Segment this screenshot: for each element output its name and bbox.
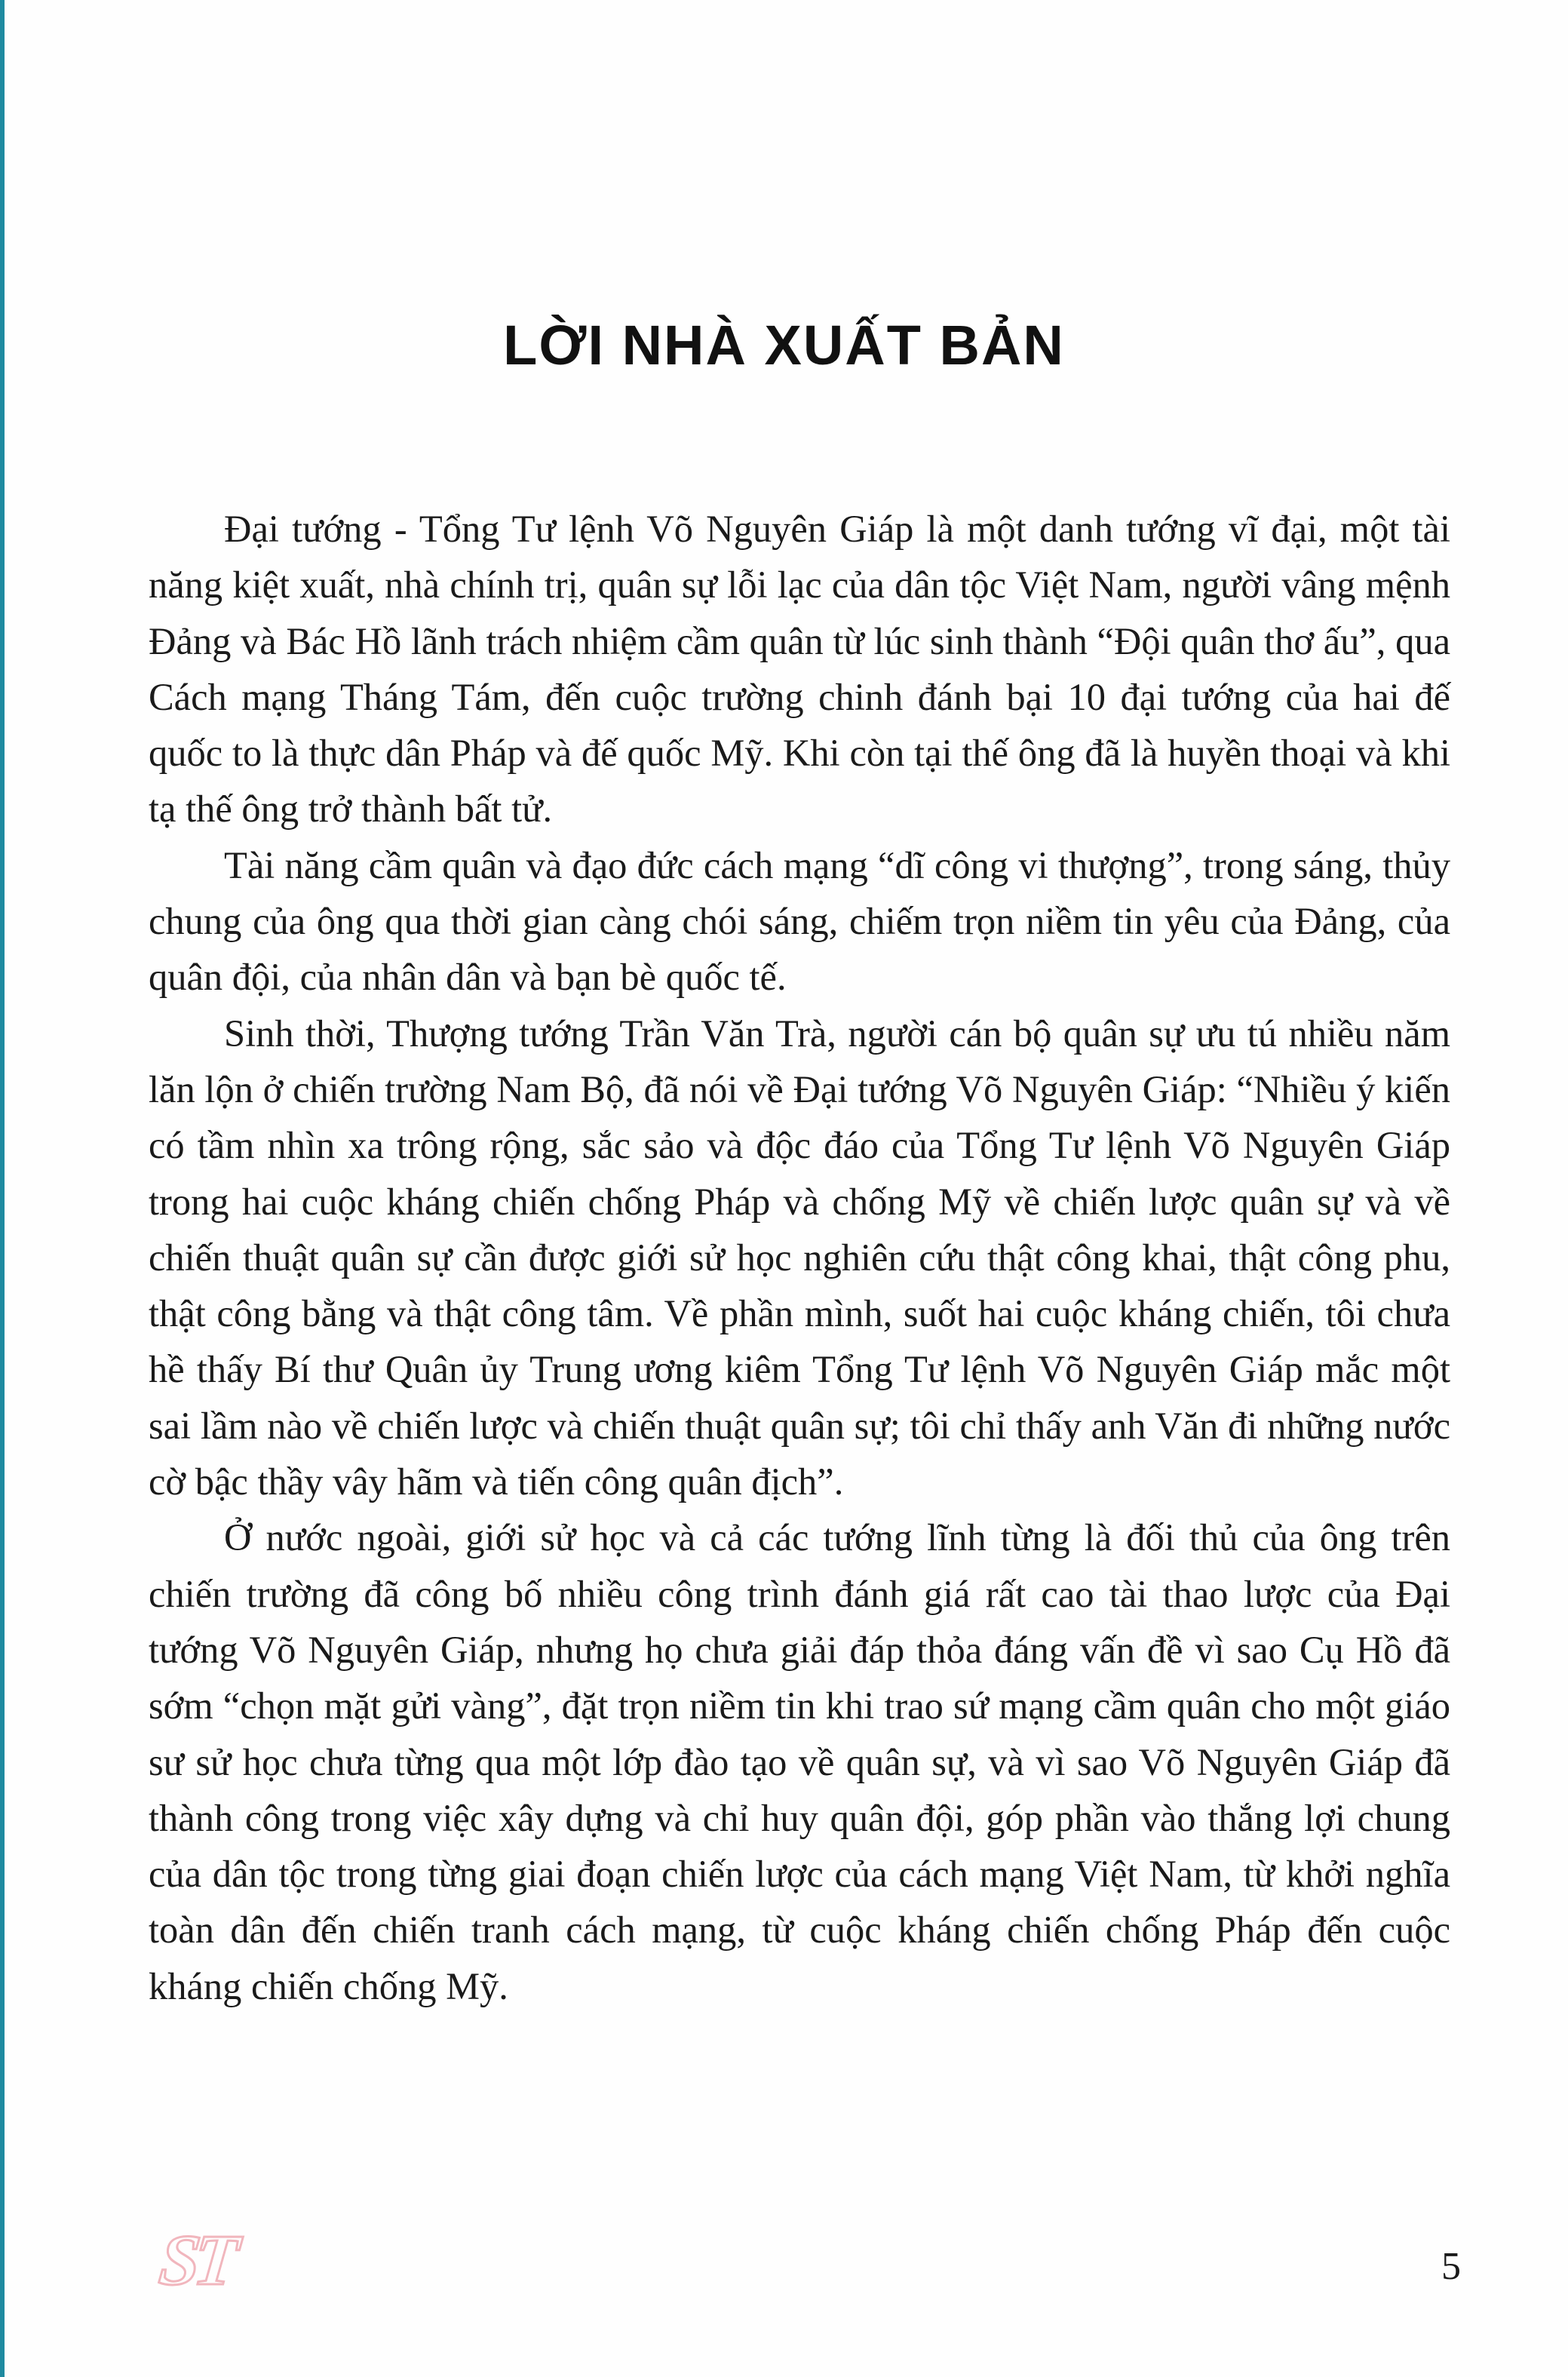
publisher-logo: ST: [155, 2219, 237, 2300]
paragraph-2: Tài năng cầm quân và đạo đức cách mạng “dĩ công vi thượng”, trong sáng, thủy chung của ông qua thời gian càng chói sáng, chiếm trọn niềm tin yêu của Đảng, của quân đội, của nhân dân và bạn bè quốc tế.: [149, 843, 1450, 999]
paragraph-4: Ở nước ngoài, giới sử học và cả các tướng lĩnh từng là đối thủ của ông trên chiến trường đã công bố nhiều công trình đánh giá rất cao tài thao lược của Đại tướng Võ Nguyên Giáp, nhưng họ chưa giải đáp thỏa đáng vấn đề vì sao Cụ Hồ đã sớm “chọn mặt gửi vàng”, đặt trọn niềm tin khi trao sứ mạng cầm quân cho một giáo sư sử học chưa từng qua một lớp đào tạo về quân sự, và vì sao Võ Nguyên Giáp đã thành công trong việc xây dựng và chỉ huy quân đội, góp phần vào thắng lợi chung của dân tộc trong từng giai đoạn chiến lược của cách mạng Việt Nam, từ khởi nghĩa toàn dân đến chiến tranh cách mạng, từ cuộc kháng chiến chống Pháp đến cuộc kháng chiến chống Mỹ.: [149, 1516, 1450, 2007]
paragraph-1: Đại tướng - Tổng Tư lệnh Võ Nguyên Giáp là một danh tướng vĩ đại, một tài năng kiệt xuất, nhà chính trị, quân sự lỗi lạc của dân tộc Việt Nam, người vâng mệnh Đảng và Bác Hồ lãnh trách nhiệm cầm quân từ lúc sinh thành “Đội quân thơ ấu”, qua Cách mạng Tháng Tám, đến cuộc trường chinh đánh bại 10 đại tướng của hai đế quốc to là thực dân Pháp và đế quốc Mỹ. Khi còn tại thế ông đã là huyền thoại và khi tạ thế ông trở thành bất tử.: [149, 508, 1450, 831]
page-number: 5: [1441, 2245, 1461, 2288]
paragraph-3: Sinh thời, Thượng tướng Trần Văn Trà, người cán bộ quân sự ưu tú nhiều năm lăn lộn ở chiến trường Nam Bộ, đã nói về Đại tướng Võ Nguyên Giáp: “Nhiều ý kiến có tầm nhìn xa trông rộng, sắc sảo và độc đáo của Tổng Tư lệnh Võ Nguyên Giáp trong hai cuộc kháng chiến chống Pháp và chống Mỹ về chiến lược quân sự và về chiến thuật quân sự cần được giới sử học nghiên cứu thật công khai, thật công phu, thật công bằng và thật công tâm. Về phần mình, suốt hai cuộc kháng chiến, tôi chưa hề thấy Bí thư Quân ủy Trung ương kiêm Tổng Tư lệnh Võ Nguyên Giáp mắc một sai lầm nào về chiến lược và chiến thuật quân sự; tôi chỉ thấy anh Văn đi những nước cờ bậc thầy vây hãm và tiến công quân địch”.: [149, 1012, 1450, 1503]
body-text: [149, 501, 1450, 2014]
page-title: LỜI NHÀ XUẤT BẢN: [503, 314, 1065, 376]
